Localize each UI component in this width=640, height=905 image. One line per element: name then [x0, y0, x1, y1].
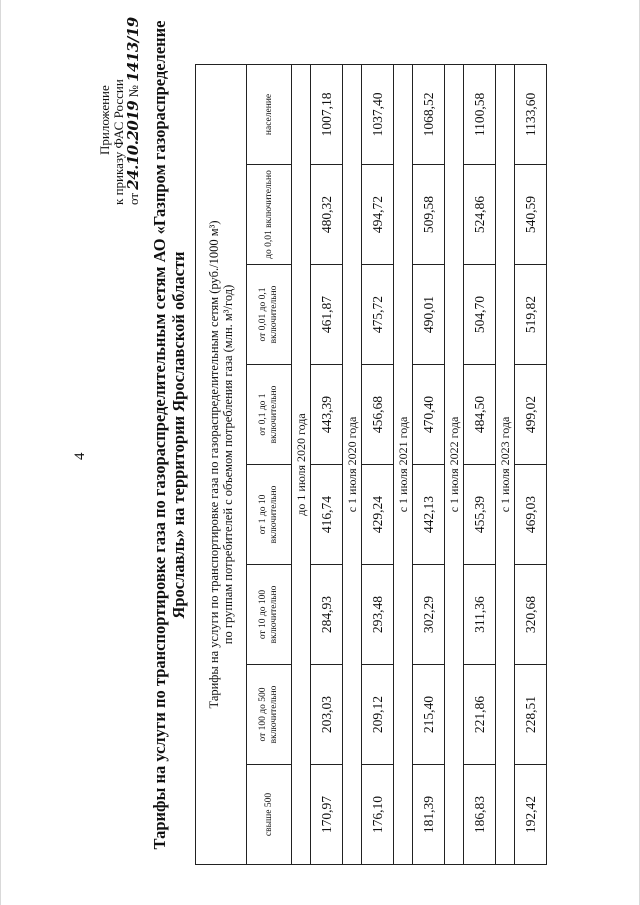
tariff-cell: 504,70 — [464, 265, 496, 365]
appendix-date-line — [126, 5, 141, 215]
tariff-cell: 429,24 — [362, 465, 394, 565]
tariff-cell: 228,51 — [515, 665, 547, 765]
tariff-cell: 480,32 — [311, 165, 343, 265]
tariff-cell: 311,36 — [464, 565, 496, 665]
tariff-cell: 203,03 — [311, 665, 343, 765]
appendix-label: Приложение — [97, 85, 112, 155]
tariff-table — [195, 64, 547, 865]
table-row — [311, 64, 343, 864]
tariff-cell: 469,03 — [515, 465, 547, 565]
column-header: от 1 до 10 включительно — [247, 465, 292, 565]
tariff-cell: 176,10 — [362, 765, 394, 865]
tariff-cell: 499,02 — [515, 365, 547, 465]
appendix-order-line: к приказу ФАС России — [111, 79, 126, 205]
tariff-cell: 209,12 — [362, 665, 394, 765]
tariff-cell: 416,74 — [311, 465, 343, 565]
period-row — [343, 64, 362, 864]
column-header: население — [247, 64, 292, 164]
date-prefix: от — [126, 192, 141, 205]
period-row — [292, 64, 311, 864]
tariff-cell: 293,48 — [362, 565, 394, 665]
table-row — [515, 64, 547, 864]
appendix-block — [98, 5, 141, 215]
tariff-cell: 519,82 — [515, 265, 547, 365]
tariff-cell: 456,68 — [362, 365, 394, 465]
period-label: до 1 июля 2020 года — [292, 64, 311, 864]
tariff-cell: 494,72 — [362, 165, 394, 265]
handwritten-number: 1413/19 — [124, 17, 142, 82]
period-label: с 1 июля 2020 года — [343, 64, 362, 864]
page-edge-top — [0, 0, 1, 905]
tariff-cell: 442,13 — [413, 465, 445, 565]
tariff-cell: 215,40 — [413, 665, 445, 765]
table-row — [413, 64, 445, 864]
column-header: от 100 до 500 включительно — [247, 665, 292, 765]
tariff-cell: 302,29 — [413, 565, 445, 665]
caption-line-2: по группам потребителей с объемом потребления газа (млн. м³/год) — [221, 284, 235, 645]
tariff-cell: 490,01 — [413, 265, 445, 365]
page-number: 4 — [72, 452, 88, 460]
period-row — [394, 64, 413, 864]
tariff-cell: 320,68 — [515, 565, 547, 665]
tariff-cell: 443,39 — [311, 365, 343, 465]
period-label: с 1 июля 2023 года — [496, 64, 515, 864]
tariff-cell: 524,86 — [464, 165, 496, 265]
column-header: от 0,01 до 0,1 включительно — [247, 265, 292, 365]
number-prefix: № — [126, 85, 141, 98]
title-line-2: Ярославль» на территории Ярославской области — [169, 251, 188, 619]
caption-line-1: Тарифы на услуги по транспортировке газа по газораспределительным сетям (руб./1000 м³) — [207, 220, 221, 709]
tariff-cell: 455,39 — [464, 465, 496, 565]
tariff-cell: 470,40 — [413, 365, 445, 465]
tariff-cell: 284,93 — [311, 565, 343, 665]
header-row — [247, 64, 292, 864]
period-row — [496, 64, 515, 864]
column-header: до 0,01 включительно — [247, 165, 292, 265]
tariff-cell: 1037,40 — [362, 64, 394, 164]
table-row — [464, 64, 496, 864]
period-label: с 1 июля 2022 года — [445, 64, 464, 864]
tariff-cell: 509,58 — [413, 165, 445, 265]
tariff-cell: 461,87 — [311, 265, 343, 365]
table-row — [362, 64, 394, 864]
tariff-cell: 1007,18 — [311, 64, 343, 164]
table-caption — [196, 64, 247, 864]
document-title — [150, 5, 188, 865]
tariff-cell: 170,97 — [311, 765, 343, 865]
title-line-1: Тарифы на услуги по транспортировке газа по газораспределительным сетям АО «Газпром газораспределение — [150, 20, 169, 850]
caption-row — [196, 64, 247, 864]
column-header: от 10 до 100 включительно — [247, 565, 292, 665]
tariff-cell: 1100,58 — [464, 64, 496, 164]
tariff-cell: 186,83 — [464, 765, 496, 865]
column-header: свыше 500 — [247, 765, 292, 865]
tariff-cell: 475,72 — [362, 265, 394, 365]
period-row — [445, 64, 464, 864]
handwritten-date: 24.10.2019 — [124, 100, 142, 190]
tariff-cell: 1133,60 — [515, 64, 547, 164]
tariff-cell: 1068,52 — [413, 64, 445, 164]
period-label: с 1 июля 2021 года — [394, 64, 413, 864]
tariff-cell: 221,86 — [464, 665, 496, 765]
tariff-cell: 192,42 — [515, 765, 547, 865]
tariff-cell: 181,39 — [413, 765, 445, 865]
column-header: от 0,1 до 1 включительно — [247, 365, 292, 465]
tariff-cell: 484,50 — [464, 365, 496, 465]
tariff-cell: 540,59 — [515, 165, 547, 265]
